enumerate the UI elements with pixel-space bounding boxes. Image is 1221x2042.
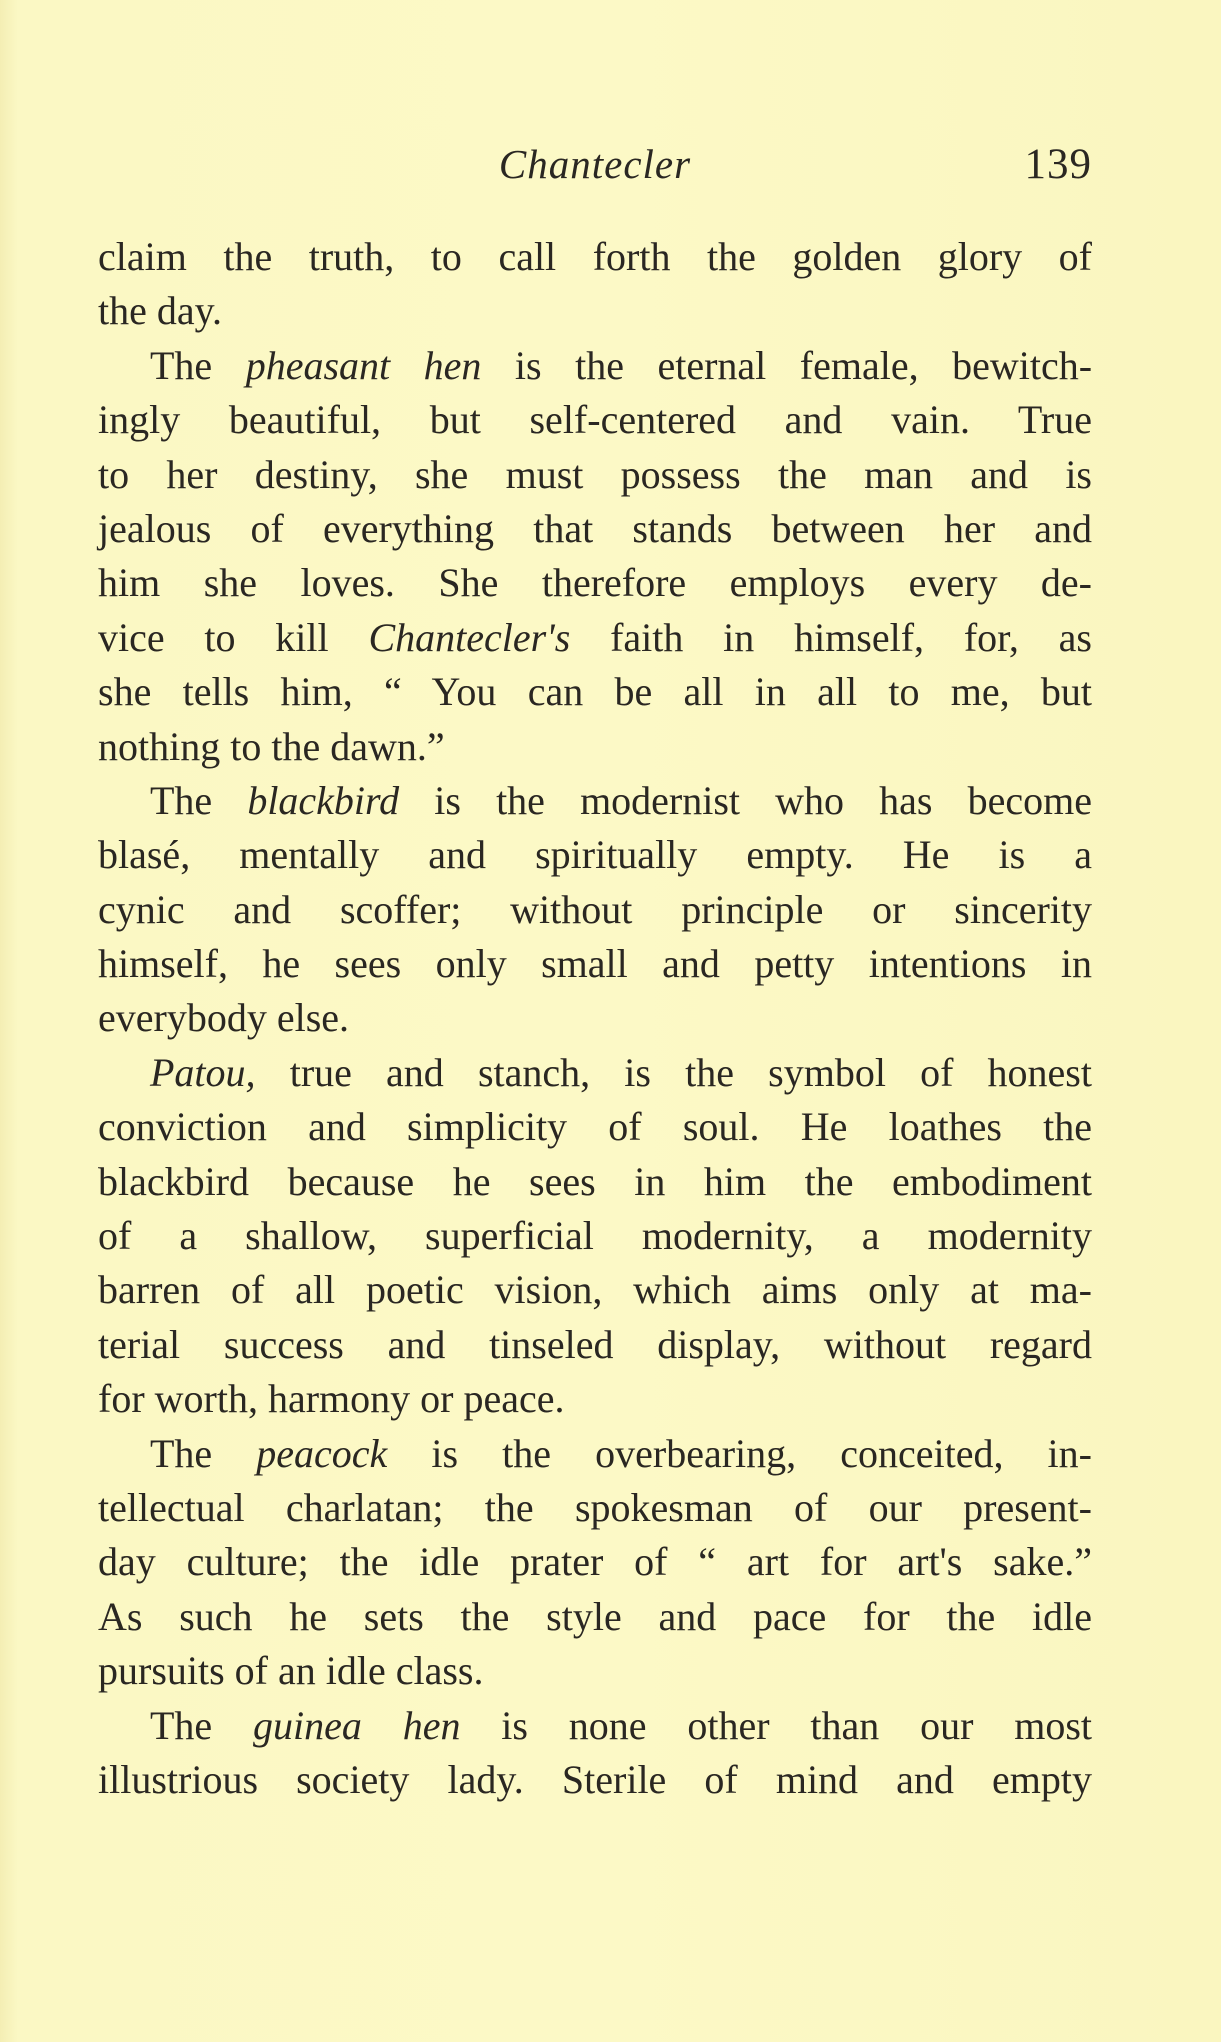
paragraph [98,1699,1092,1808]
text-line: of a shallow, superficial modernity, a modernity [98,1213,1092,1259]
paragraph [98,774,1092,1046]
text-line: everybody else. [98,995,350,1041]
text-line: blasé, mentally and spiritually empty. He is a [98,832,1092,878]
text-line: As such he sets the style and pace for the idle [98,1593,1092,1639]
text-line: jealous of everything that stands between her and [98,505,1092,551]
text-line: pursuits of an idle class. [98,1648,484,1694]
text-line: for worth, harmony or peace. [98,1376,565,1422]
italic-term: guinea hen [253,1702,461,1748]
text-line: cynic and scoffer; without principle or sincerity [98,886,1092,932]
text-line: ingly beautiful, but self-centered and vain. True [98,397,1092,443]
text-line: barren of all poetic vision, which aims only at ma- [98,1267,1092,1313]
text-line: vice to kill Chantecler's faith in himself, for, as [98,614,1092,660]
text-line: tellectual charlatan; the spokesman of our present- [98,1484,1092,1530]
italic-term: peacock [256,1430,388,1476]
text-line: The peacock is the overbearing, conceited, in- [150,1430,1092,1476]
text-line: day culture; the idle prater of “ art for art's sake.” [98,1539,1092,1585]
text-line: blackbird because he sees in him the embodiment [98,1158,1092,1204]
text-line: nothing to the dawn.” [98,723,445,769]
paragraph [98,1046,1092,1427]
text-line: conviction and simplicity of soul. He loathes the [98,1104,1092,1150]
text-line: himself, he sees only small and petty intentions in [98,941,1092,987]
text-line: illustrious society lady. Sterile of mind and empty [98,1756,1092,1802]
page-number: 139 [1024,141,1092,188]
text-line: she tells him, “ You can be all in all to me, but [98,669,1092,715]
body-text [98,230,1092,1807]
text-line: The pheasant hen is the eternal female, bewitch- [150,342,1093,388]
paragraph [98,1427,1092,1699]
italic-term: Patou, [150,1049,256,1095]
paragraph [98,339,1092,774]
text-line: The guinea hen is none other than our most [150,1702,1093,1748]
text-line: claim the truth, to call forth the golden glory of [98,234,1092,279]
text-line: terial success and tinseled display, without regard [98,1321,1092,1367]
italic-term: pheasant hen [245,342,482,388]
text-line: the day. [98,288,223,334]
italic-term: Chantecler's [368,614,571,660]
text-line: to her destiny, she must possess the man and is [98,451,1092,497]
running-title: Chantecler [498,141,692,187]
italic-term: blackbird [247,777,400,823]
page-header [98,140,1092,200]
text-line: The blackbird is the modernist who has become [150,777,1092,823]
text-line: him she loves. She therefore employs every de- [98,560,1092,606]
text-line: Patou, true and stanch, is the symbol of honest [150,1049,1092,1095]
paragraph [98,230,1092,339]
